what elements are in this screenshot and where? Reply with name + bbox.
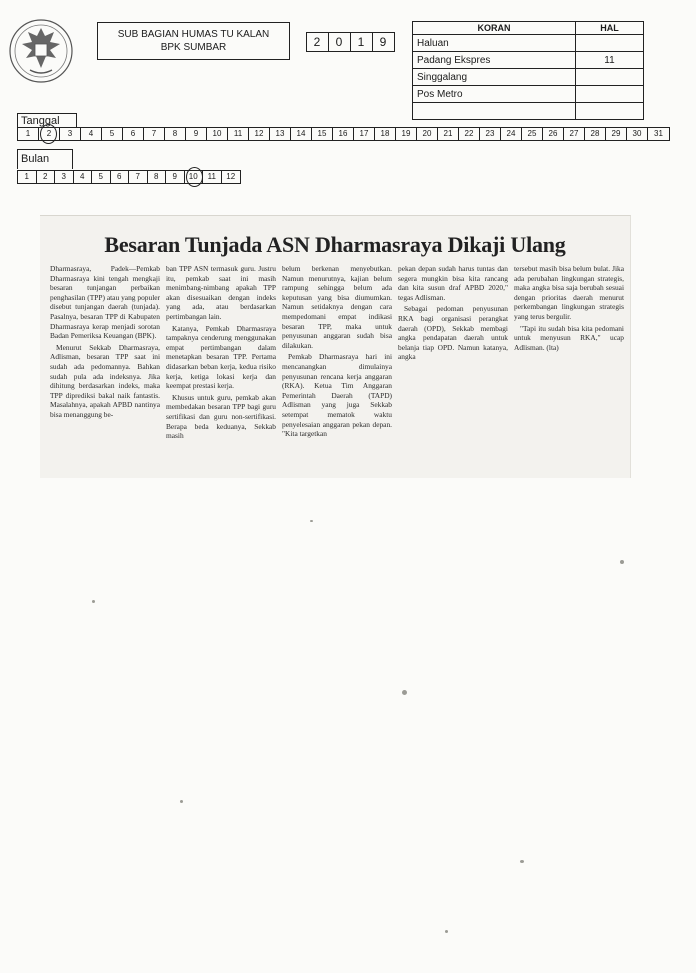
table-row bbox=[413, 86, 644, 103]
article-paragraph: Khusus untuk guru, pemkab akan membedakan besaran TPP bagi guru sertifikasi dan guru non-sertifikasi. Berapa beda keduanya, Sekkab masih bbox=[166, 392, 276, 441]
year-digit: 1 bbox=[351, 33, 373, 51]
article-body bbox=[50, 264, 624, 474]
newspaper-page bbox=[576, 69, 644, 86]
speck bbox=[92, 600, 95, 603]
date-cell: 12 bbox=[249, 128, 270, 140]
date-cell: 21 bbox=[438, 128, 459, 140]
speck bbox=[520, 860, 524, 863]
month-cell: 7 bbox=[129, 171, 148, 183]
newspaper-page bbox=[576, 86, 644, 103]
year-digit: 9 bbox=[379, 35, 388, 49]
article-headline: Besaran Tunjada ASN Dharmasraya Dikaji Ulang bbox=[104, 232, 566, 257]
month-cell: 3 bbox=[55, 171, 74, 183]
article-column bbox=[514, 264, 624, 354]
date-cell: 8 bbox=[165, 128, 186, 140]
newspaper-name: Pos Metro bbox=[413, 86, 576, 103]
koran-header: KORAN bbox=[413, 22, 576, 35]
office-line-1: SUB BAGIAN HUMAS TU KALAN bbox=[117, 29, 270, 40]
year-digit: 2 bbox=[307, 33, 329, 51]
article-paragraph: Sebagai pedoman penyusunan RKA bagi organisasi perangkat daerah (OPD), Sekkab membagi angka pendapatan daerah untuk belanja tiap OPD. Namun katanya, angka bbox=[398, 304, 508, 362]
date-cell: 10 bbox=[207, 128, 228, 140]
date-cell: 2 bbox=[39, 128, 60, 140]
date-cell: 11 bbox=[228, 128, 249, 140]
date-cell: 19 bbox=[396, 128, 417, 140]
date-cell: 31 bbox=[654, 129, 663, 138]
month-cell: 1 bbox=[18, 171, 37, 183]
month-cell: 12 bbox=[226, 172, 236, 181]
date-row bbox=[17, 127, 670, 141]
date-cell: 26 bbox=[543, 128, 564, 140]
date-cell: 16 bbox=[333, 128, 354, 140]
article-column bbox=[50, 264, 160, 422]
bulan-label: Bulan bbox=[17, 149, 73, 169]
date-cell: 3 bbox=[60, 128, 81, 140]
office-line-2: BPK SUMBAR bbox=[160, 42, 227, 53]
table-row bbox=[413, 52, 644, 69]
newspaper-name: Haluan bbox=[413, 35, 576, 52]
speck bbox=[402, 690, 407, 695]
date-cell: 25 bbox=[522, 128, 543, 140]
date-cell: 29 bbox=[606, 128, 627, 140]
date-cell: 24 bbox=[501, 128, 522, 140]
month-cell: 6 bbox=[111, 171, 130, 183]
newspaper-page bbox=[576, 35, 644, 52]
date-cell: 22 bbox=[459, 128, 480, 140]
garuda-emblem-icon bbox=[6, 6, 76, 96]
year-digit: 0 bbox=[329, 33, 351, 51]
date-cell: 23 bbox=[480, 128, 501, 140]
article-paragraph: Dharmasraya, Padek—Pemkab Dharmasraya kini tengah mengkaji besaran tunjangan perbaikan penghasilan (TPP) atau yang populer disebut tunjangan daerah (tunjada). Pasalnya, besaran TPP di Kabupaten Dharmasraya kerap menjadi sorotan Badan Pemeriksa Keuangan (BPK). bbox=[50, 264, 160, 341]
date-cell: 27 bbox=[564, 128, 585, 140]
newspaper-name: Padang Ekspres bbox=[413, 52, 576, 69]
article-paragraph: Menurut Sekkab Dharmasraya, Adlisman, besaran TPP saat ini sudah ada pedomannya. Bahkan sudah pula ada indeksnya. Jika dihitung berdasarkan indeks, maka TPP diprediksi bakal naik fantastis. Masalahnya, apakah APBD nantinya bisa menanggung be- bbox=[50, 342, 160, 419]
table-row bbox=[413, 69, 644, 86]
year-box bbox=[306, 32, 395, 52]
month-cell: 5 bbox=[92, 171, 111, 183]
newspaper-name: Singgalang bbox=[413, 69, 576, 86]
date-cell: 7 bbox=[144, 128, 165, 140]
article-paragraph: ban TPP ASN termasuk guru. Justru itu, pemkab saat ini masih menimbang-nimbang apakah TPP akan disesuaikan dengan indeks yang ada, atau berdasarkan pertimbangan lain. bbox=[166, 264, 276, 321]
table-row bbox=[413, 103, 644, 120]
date-cell: 18 bbox=[375, 128, 396, 140]
newspaper-page: 11 bbox=[576, 52, 644, 69]
month-cell: 8 bbox=[148, 171, 167, 183]
month-row bbox=[17, 170, 241, 184]
speck bbox=[310, 520, 313, 522]
article-column bbox=[398, 264, 508, 364]
tanggal-label: Tanggal bbox=[17, 113, 77, 128]
month-cell: 9 bbox=[166, 171, 185, 183]
article-paragraph: pekan depan sudah harus tuntas dan segera mungkin bisa kita rancang dan kita susun draf APBD 2020," tegas Adlisman. bbox=[398, 264, 508, 302]
date-cell: 17 bbox=[354, 128, 375, 140]
article-paragraph: belum berkenan menyebutkan. Namun menurutnya, kajian belum rampung sehingga belum ada keputusan yang bisa diumumkan. Namun setidaknya dengan cara mempedomani empat indikasi besaran TPP, maka untuk penyusunan anggaran sudah bisa dilakukan. bbox=[282, 264, 392, 350]
newspaper-name bbox=[413, 103, 576, 120]
article-paragraph: Pemkab Dharmasraya hari ini mencanangkan dimulainya penyusunan rencana kerja anggaran (RKA). Ketua Tim Anggaran Pemerintah Daerah (TAPD) Adlisman yang juga Sekkab setempat mematok waktu penyelesaian anggaran pekan depan. "Kita targetkan bbox=[282, 352, 392, 439]
article-paragraph: tersebut masih bisa belum bulat. Jika ada perubahan lingkungan strategis, maka angka bisa saja berubah sesuai dengan prioritas daerah menurut perkembangan lingkungan strategis yang terus bergulir. bbox=[514, 264, 624, 321]
date-cell: 30 bbox=[627, 128, 648, 140]
date-cell: 14 bbox=[291, 128, 312, 140]
speck bbox=[180, 800, 183, 803]
date-cell: 13 bbox=[270, 128, 291, 140]
hal-header: HAL bbox=[576, 22, 644, 35]
month-cell: 4 bbox=[74, 171, 93, 183]
month-cell: 10 bbox=[185, 171, 204, 183]
month-cell: 11 bbox=[203, 171, 222, 183]
article-column bbox=[282, 264, 392, 441]
date-cell: 15 bbox=[312, 128, 333, 140]
date-cell: 6 bbox=[123, 128, 144, 140]
date-cell: 5 bbox=[102, 128, 123, 140]
article-column bbox=[166, 264, 276, 443]
date-cell: 28 bbox=[585, 128, 606, 140]
date-cell: 9 bbox=[186, 128, 207, 140]
speck bbox=[620, 560, 624, 564]
office-label-box bbox=[97, 22, 290, 60]
month-cell: 2 bbox=[37, 171, 56, 183]
table-row bbox=[413, 35, 644, 52]
date-cell: 1 bbox=[18, 128, 39, 140]
speck bbox=[445, 930, 448, 933]
date-cell: 20 bbox=[417, 128, 438, 140]
date-cell: 4 bbox=[81, 128, 102, 140]
newspaper-table bbox=[412, 21, 644, 120]
article-paragraph: "Tapi itu sudah bisa kita pedomani untuk menyusun RKA," ucap Adlisman. (lta) bbox=[514, 323, 624, 352]
article-clipping bbox=[40, 215, 631, 478]
article-paragraph: Katanya, Pemkab Dharmasraya tampaknya cenderung menggunakan empat pertimbangan dalam menetapkan besaran TPP. Pertama didasarkan beban kerja, kedua risiko kerja, ketiga lokasi kerja dan keempat prestasi kerja. bbox=[166, 323, 276, 391]
newspaper-page bbox=[576, 103, 644, 120]
